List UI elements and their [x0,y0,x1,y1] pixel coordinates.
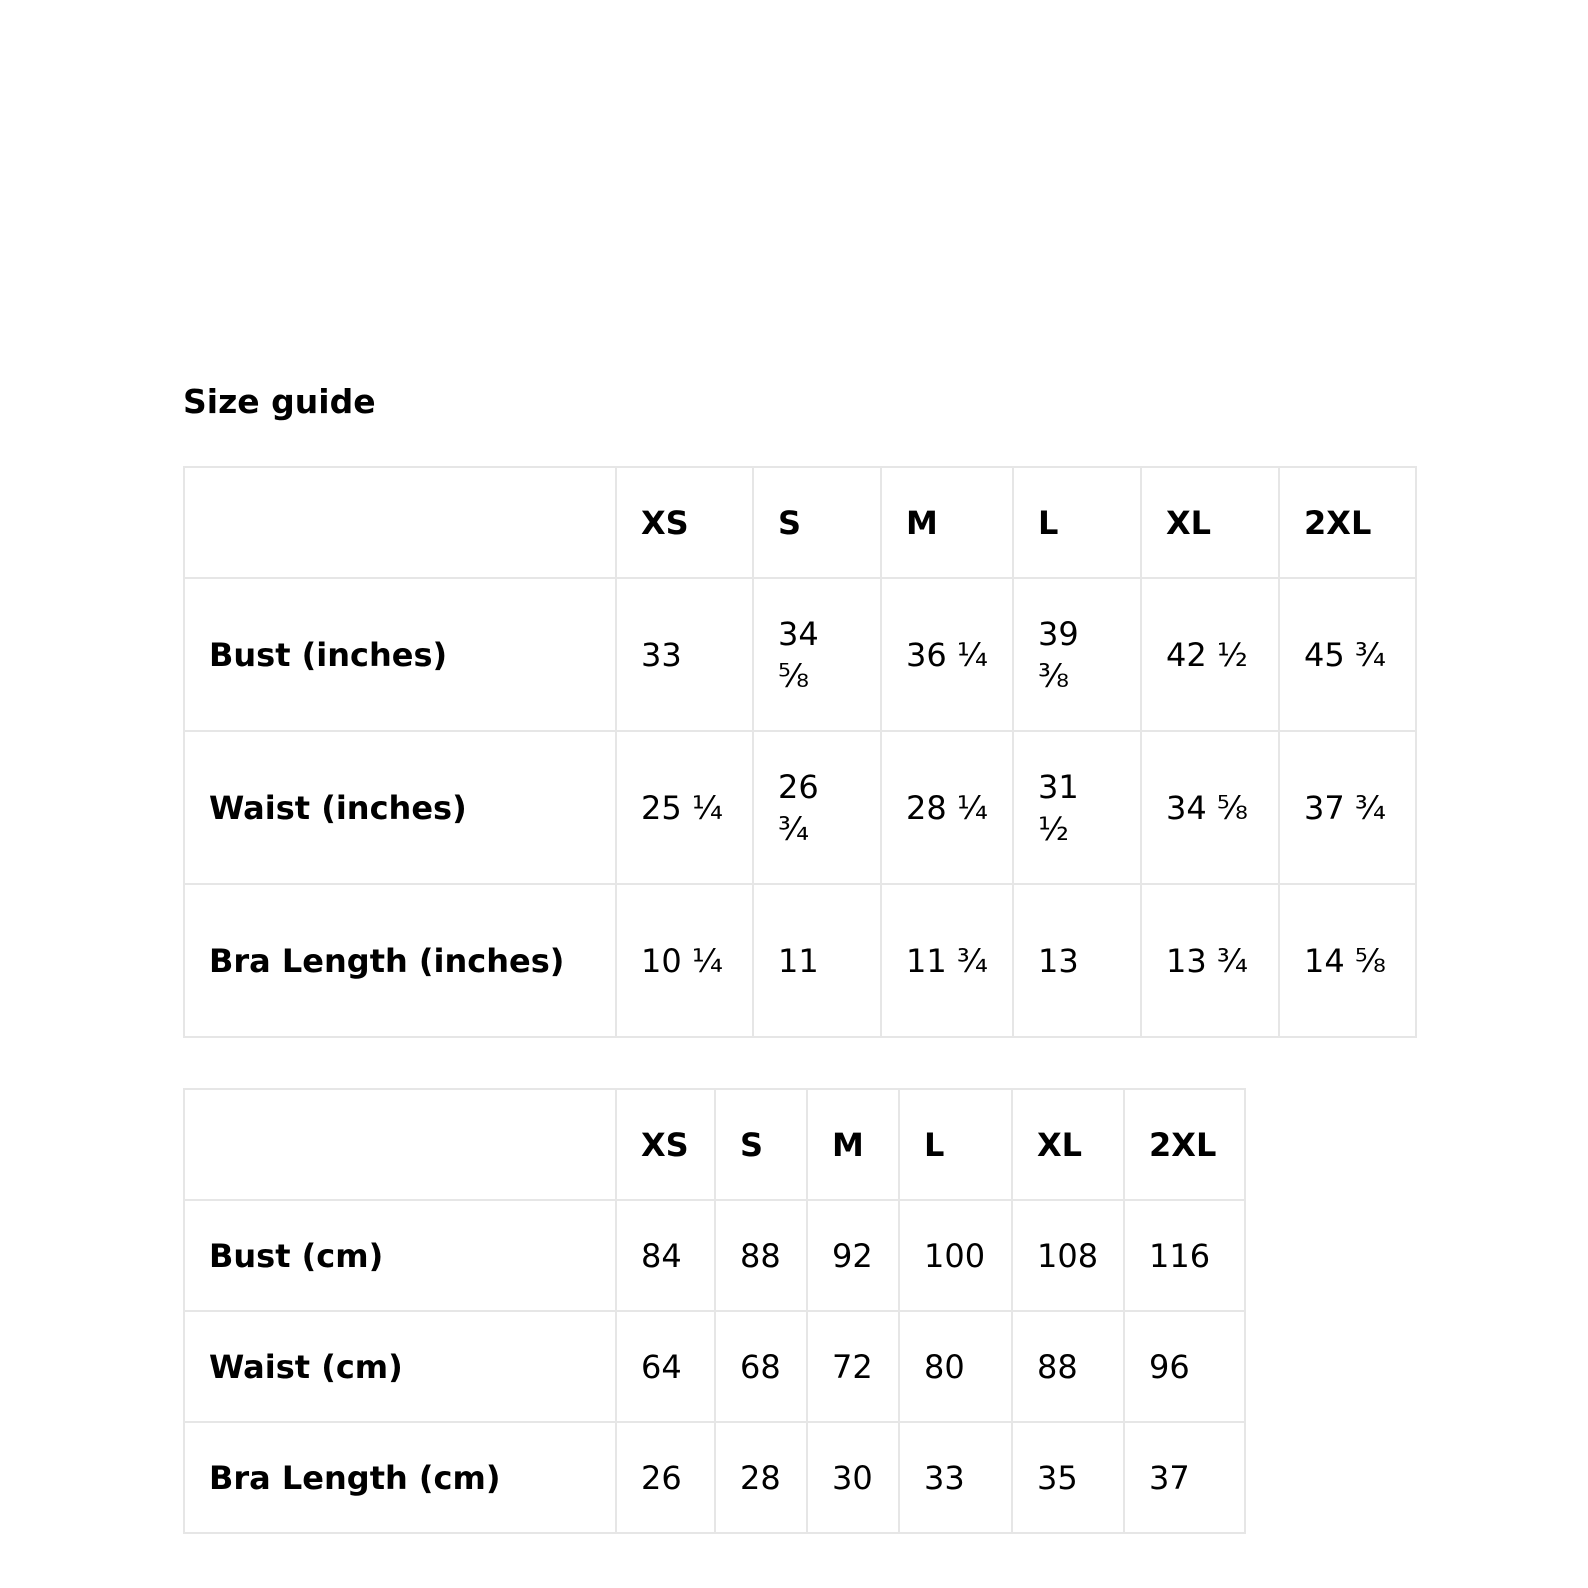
table-row [184,1311,1245,1422]
size-table-cm [183,1088,1246,1534]
table-cell: 11 [753,884,881,1037]
size-header-m: M [807,1089,899,1200]
table-cell: 68 [715,1311,807,1422]
row-label-waist: Waist (cm) [184,1311,616,1422]
table-header-row [184,1089,1245,1200]
table-cell: 42 ½ [1141,578,1279,731]
table-cell: 28 [715,1422,807,1533]
size-header-l: L [899,1089,1012,1200]
size-header-s: S [753,467,881,578]
row-label-bra-length: Bra Length (cm) [184,1422,616,1533]
table-cell: 34 ⅝ [753,578,881,731]
table-cell: 116 [1124,1200,1245,1311]
table-cell: 33 [899,1422,1012,1533]
table-cell: 11 ¾ [881,884,1013,1037]
size-header-xs: XS [616,1089,715,1200]
table-cell: 96 [1124,1311,1245,1422]
table-row [184,1200,1245,1311]
table-cell: 25 ¼ [616,731,753,884]
header-corner-cell [184,467,616,578]
table-cell: 10 ¼ [616,884,753,1037]
table-cell: 34 ⅝ [1141,731,1279,884]
size-header-2xl: 2XL [1279,467,1416,578]
table-cell: 84 [616,1200,715,1311]
size-header-2xl: 2XL [1124,1089,1245,1200]
size-table-inches [183,466,1417,1038]
table-cell: 13 [1013,884,1141,1037]
table-cell: 39 ⅜ [1013,578,1141,731]
table-row [184,731,1416,884]
table-cell: 13 ¾ [1141,884,1279,1037]
size-header-xs: XS [616,467,753,578]
table-cell: 30 [807,1422,899,1533]
size-header-m: M [881,467,1013,578]
table-cell: 28 ¼ [881,731,1013,884]
header-corner-cell [184,1089,616,1200]
table-header-row [184,467,1416,578]
table-cell: 36 ¼ [881,578,1013,731]
row-label-bust: Bust (inches) [184,578,616,731]
size-header-xl: XL [1141,467,1279,578]
size-header-xl: XL [1012,1089,1124,1200]
table-cell: 72 [807,1311,899,1422]
table-cell: 14 ⅝ [1279,884,1416,1037]
table-cell: 33 [616,578,753,731]
table-cell: 31 ½ [1013,731,1141,884]
table-row [184,884,1416,1037]
table-cell: 100 [899,1200,1012,1311]
row-label-waist: Waist (inches) [184,731,616,884]
table-cell: 92 [807,1200,899,1311]
table-cell: 80 [899,1311,1012,1422]
table-cell: 64 [616,1311,715,1422]
table-cell: 37 [1124,1422,1245,1533]
table-cell: 45 ¾ [1279,578,1416,731]
table-cell: 108 [1012,1200,1124,1311]
size-header-l: L [1013,467,1141,578]
size-guide [183,380,1386,1497]
table-cell: 37 ¾ [1279,731,1416,884]
row-label-bra-length: Bra Length (inches) [184,884,616,1037]
table-cell: 88 [1012,1311,1124,1422]
row-label-bust: Bust (cm) [184,1200,616,1311]
page-title: Size guide [183,382,376,421]
table-row [184,1422,1245,1533]
table-cell: 88 [715,1200,807,1311]
table-row [184,578,1416,731]
table-cell: 26 ¾ [753,731,881,884]
table-cell: 35 [1012,1422,1124,1533]
size-header-s: S [715,1089,807,1200]
table-cell: 26 [616,1422,715,1533]
